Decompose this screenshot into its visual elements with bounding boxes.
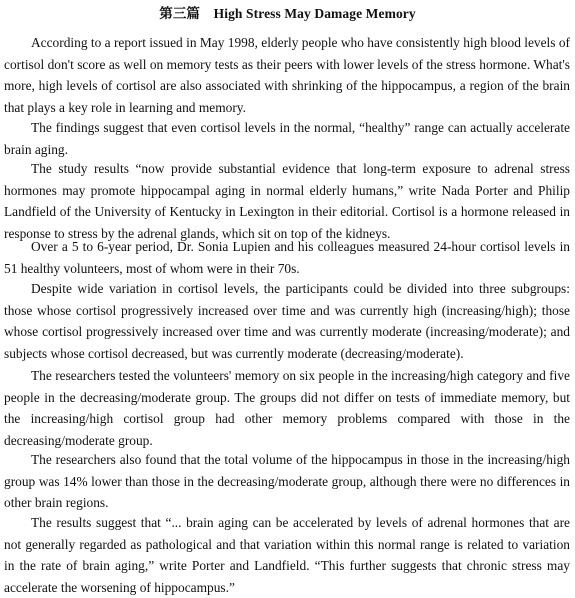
paragraph-6: The researchers tested the volunteers' memory on six people in the increasing/high category and five people in the decreasing/moderate group. The groups did not differ on tests of immediate memory, but the increasing/high cortisol group had other memory problems compared with those in the decreasing/moderate group. bbox=[4, 368, 570, 448]
paragraph-1: According to a report issued in May 1998, elderly people who have consistently high blood levels of cortisol don't score as well on memory tests as their peers with lower levels of the stress hormone. What's more, high levels of cortisol are also associated with shrinking of the hippocampus, a region of the brain that plays a key role in learning and memory. bbox=[4, 35, 570, 115]
paragraph-8: The results suggest that “... brain aging can be accelerated by levels of adrenal hormones that are not generally regarded as pathological and that variation within this normal range is related to variation in the rate of brain aging,” write Porter and Landfield. “This further suggests that chronic stress may accelerate the worsening of hippocampus.” bbox=[4, 515, 570, 595]
paragraph-2: The findings suggest that even cortisol levels in the normal, “healthy” range can actually accelerate brain aging. bbox=[4, 120, 570, 157]
paragraph-7: The researchers also found that the total volume of the hippocampus in those in the increasing/high group was 14% lower than those in the decreasing/moderate group, although there were no differences in other brain regions. bbox=[4, 452, 570, 511]
page-title: 第三篇 High Stress May Damage Memory bbox=[159, 6, 416, 21]
paragraph-4: Over a 5 to 6-year period, Dr. Sonia Lupien and his colleagues measured 24-hour cortisol levels in 51 healthy volunteers, most of whom were in their 70s. bbox=[4, 239, 570, 276]
paragraph-5: Despite wide variation in cortisol levels, the participants could be divided into three subgroups: those whose cortisol progressively increased over time and was currently high (increasing/high); those whose cortisol progressively increased over time and was currently moderate (increasing/moderate); and subjects whose cortisol decreased, but was currently moderate (decreasing/moderate). bbox=[4, 281, 570, 361]
paragraph-3: The study results “now provide substantial evidence that long-term exposure to adrenal stress hormones may promote hippocampal aging in normal elderly humans,” write Nada Porter and Philip Landfield of the University of Kentucky in Lexington in their editorial. Cortisol is a hormone released in response to stress by the adrenal glands, which sit on top of the kidneys. bbox=[4, 161, 570, 241]
